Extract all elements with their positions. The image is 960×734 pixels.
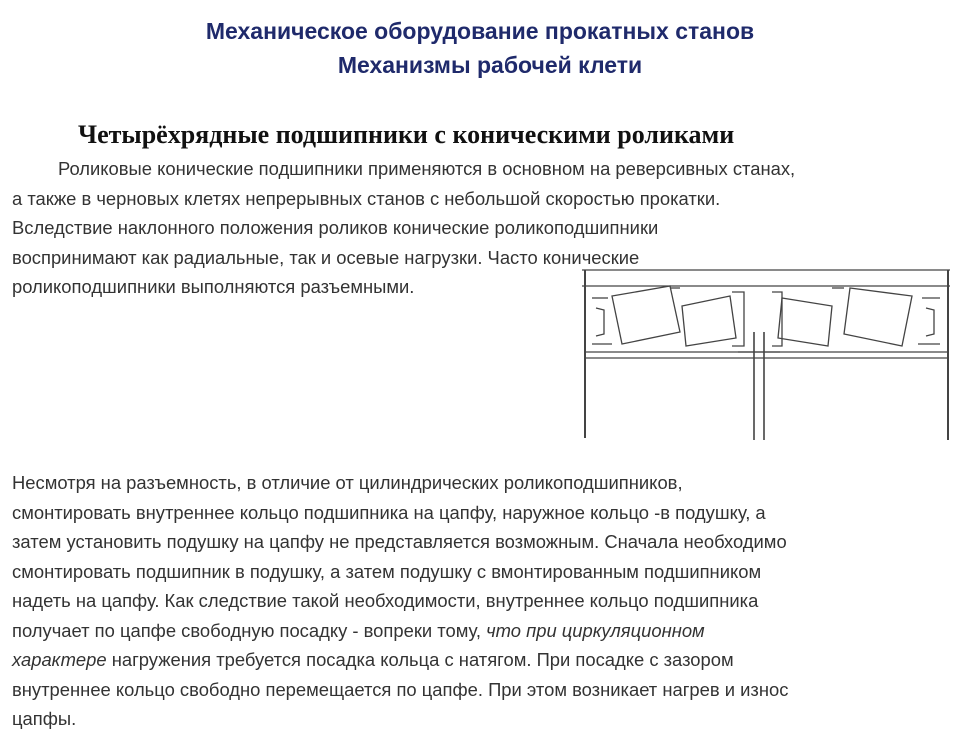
main-line [12,616,952,646]
bearing-drawing [582,268,950,442]
intro-line: Роликовые конические подшипники применяются в основном на реверсивных станах, [58,158,796,179]
main-line-text: получает по цапфе свободную посадку - вопреки тому, [12,619,487,641]
intro-line: Вследствие наклонного положения роликов конические роликоподшипники [12,217,659,238]
main-paragraph [12,468,952,734]
header-title-line2: Механизмы рабочей клети [337,52,643,78]
italic-phrase: характере [12,649,107,670]
intro-line: а также в черновых клетях непрерывных станов с небольшой скоростью прокатки. [12,187,721,209]
header-title-line1: Механическое оборудование прокатных станов [205,18,755,44]
main-line [12,645,952,675]
main-line: затем установить подушку на цапфу не представляется возможным. Сначала необходимо [12,531,787,552]
intro-line: роликоподшипники выполняются разъемными. [12,276,415,297]
italic-phrase: что при циркуляционном [486,619,705,641]
main-line: цапфы. [12,708,77,729]
bearing-figure [582,268,950,442]
main-line: внутреннее кольцо свободно перемещается по цапфе. При этом возникает нагрев и износ [12,678,789,700]
page-header [0,14,960,82]
main-line: Несмотря на разъемность, в отличие от цилиндрических роликоподшипников, [12,472,683,493]
main-line: смонтировать внутреннее кольцо подшипника на цапфу, наружное кольцо -в подушку, а [12,501,766,523]
main-line: надеть на цапфу. Как следствие такой необходимости, внутреннее кольцо подшипника [12,590,759,611]
main-line-text: нагружения требуется посадка кольца с натягом. При посадке с зазором [106,649,734,670]
intro-line: воспринимают как радиальные, так и осевые нагрузки. Часто конические [12,246,640,268]
main-line: смонтировать подшипник в подушку, а затем подушку с вмонтированным подшипником [12,560,762,582]
section-title: Четырёхрядные подшипники с коническими роликами [78,120,735,149]
